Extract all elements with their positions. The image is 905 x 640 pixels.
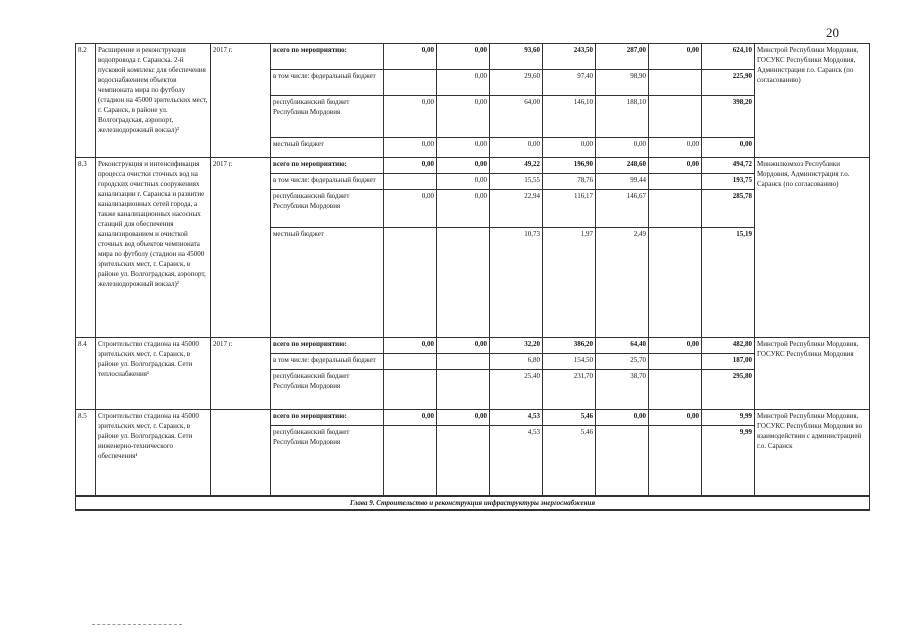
amount-value: 99,44: [596, 174, 649, 190]
item-year: 2017 г.: [211, 338, 271, 410]
amount-value: 243,50: [543, 44, 596, 70]
amount-value: [649, 174, 702, 190]
amount-value: 0,00: [384, 190, 437, 228]
budget-table: [75, 43, 870, 511]
amount-value: 0,00: [596, 410, 649, 426]
funding-source: местный бюджет: [271, 228, 384, 338]
amount-value: 0,00: [543, 138, 596, 158]
table-row: [76, 410, 870, 426]
amount-value: [649, 190, 702, 228]
amount-value: 0,00: [437, 190, 490, 228]
total-value: 0,00: [702, 138, 755, 158]
amount-value: 248,60: [596, 158, 649, 174]
footer-mark: [92, 621, 182, 625]
amount-value: 0,00: [649, 158, 702, 174]
amount-value: 1,97: [543, 228, 596, 338]
item-number: 8.2: [76, 44, 96, 158]
amount-value: 64,00: [490, 96, 543, 138]
amount-value: 64,40: [596, 338, 649, 354]
amount-value: 25,40: [490, 370, 543, 410]
amount-value: 32,20: [490, 338, 543, 354]
amount-value: 93,60: [490, 44, 543, 70]
amount-value: 146,67: [596, 190, 649, 228]
funding-source: всего по мероприятию:: [271, 338, 384, 354]
amount-value: 49,22: [490, 158, 543, 174]
table-row: [76, 158, 870, 174]
amount-value: 116,17: [543, 190, 596, 228]
amount-value: 0,00: [649, 338, 702, 354]
total-value: 193,75: [702, 174, 755, 190]
funding-source: республиканский бюджет Республики Мордовия: [271, 426, 384, 496]
amount-value: 4,53: [490, 410, 543, 426]
amount-value: 231,70: [543, 370, 596, 410]
amount-value: 0,00: [437, 96, 490, 138]
funding-source: в том числе: федеральный бюджет: [271, 354, 384, 370]
table-row: [76, 338, 870, 354]
table-body: [76, 44, 870, 510]
total-value: 187,00: [702, 354, 755, 370]
item-number: 8.4: [76, 338, 96, 410]
amount-value: 0,00: [384, 96, 437, 138]
amount-value: 5,46: [543, 410, 596, 426]
amount-value: [437, 370, 490, 410]
amount-value: 25,70: [596, 354, 649, 370]
amount-value: 0,00: [384, 338, 437, 354]
amount-value: 0,00: [437, 410, 490, 426]
funding-source: всего по мероприятию:: [271, 410, 384, 426]
item-number: 8.3: [76, 158, 96, 338]
amount-value: 22,94: [490, 190, 543, 228]
total-value: 295,80: [702, 370, 755, 410]
amount-value: 29,60: [490, 70, 543, 96]
amount-value: [384, 370, 437, 410]
total-value: 285,78: [702, 190, 755, 228]
amount-value: [384, 70, 437, 96]
amount-value: 0,00: [649, 44, 702, 70]
amount-value: 10,73: [490, 228, 543, 338]
total-value: 494,72: [702, 158, 755, 174]
amount-value: 0,00: [384, 158, 437, 174]
amount-value: 146,10: [543, 96, 596, 138]
item-year: 2017 г.: [211, 44, 271, 158]
amount-value: 0,00: [437, 338, 490, 354]
amount-value: 0,00: [649, 138, 702, 158]
amount-value: 78,76: [543, 174, 596, 190]
amount-value: [649, 96, 702, 138]
amount-value: 0,00: [437, 138, 490, 158]
amount-value: [649, 228, 702, 338]
amount-value: 188,10: [596, 96, 649, 138]
amount-value: 386,20: [543, 338, 596, 354]
amount-value: [437, 228, 490, 338]
responsible-party: Минстрой Республики Мордовия, ГОСУКС Республики Мордовия во взаимодействии с администрацией г.о. Саранск: [755, 410, 870, 496]
amount-value: 98,90: [596, 70, 649, 96]
amount-value: [649, 70, 702, 96]
item-name: Реконструкция и интенсификация процесса очистки сточных вод на городских очистных сооружениях канализации г. Саранска и развитие канализационных сетей города, а также канализационных насосных станций для обеспечения канализированием и очисткой сточных вод объектов чемпионата мира по футболу (стадион на 45000 зрительских мест, г. Саранск, в районе ул. Волгоградская, аэропорт, железнодорожный вокзал)²: [96, 158, 211, 338]
item-name: Расширение и реконструкция водопровода г. Саранска. 2-й пусковой комплекс для обеспечения водоснабжением объектов чемпионата мира по футболу (стадион на 45000 зрительских мест, г. Саранск, в районе ул. Волгоградская, аэропорт, железнодорожный вокзал)²: [96, 44, 211, 158]
funding-source: республиканский бюджет Республики Мордовия: [271, 190, 384, 228]
amount-value: 15,55: [490, 174, 543, 190]
amount-value: 0,00: [437, 158, 490, 174]
amount-value: [649, 426, 702, 496]
page-number: 20: [826, 25, 839, 40]
item-year: 2017 г.: [211, 158, 271, 338]
amount-value: 154,50: [543, 354, 596, 370]
funding-source: республиканский бюджет Республики Мордовия: [271, 96, 384, 138]
amount-value: 5,46: [543, 426, 596, 496]
amount-value: 4,53: [490, 426, 543, 496]
funding-source: республиканский бюджет Республики Мордовия: [271, 370, 384, 410]
total-value: 15,19: [702, 228, 755, 338]
funding-source: всего по мероприятию:: [271, 158, 384, 174]
amount-value: [384, 174, 437, 190]
amount-value: 0,00: [437, 70, 490, 96]
amount-value: [384, 354, 437, 370]
amount-value: 0,00: [384, 44, 437, 70]
funding-source: местный бюджет: [271, 138, 384, 158]
amount-value: 0,00: [384, 410, 437, 426]
amount-value: [437, 354, 490, 370]
total-value: 9,99: [702, 426, 755, 496]
responsible-party: Минстрой Республики Мордовия, ГОСУКС Республики Мордовия: [755, 338, 870, 410]
total-value: 225,90: [702, 70, 755, 96]
funding-source: всего по мероприятию:: [271, 44, 384, 70]
amount-value: 0,00: [384, 138, 437, 158]
amount-value: 0,00: [490, 138, 543, 158]
responsible-party: Минжилкомхоз Республики Мордовия, Администрация г.о. Саранск (по согласованию): [755, 158, 870, 338]
amount-value: [649, 370, 702, 410]
amount-value: 97,40: [543, 70, 596, 96]
chapter-row: [76, 496, 870, 510]
amount-value: [437, 426, 490, 496]
amount-value: [384, 426, 437, 496]
item-name: Строительство стадиона на 45000 зрительских мест, г. Саранск, в районе ул. Волгоградская. Сети инженерно-технического обеспечения¹: [96, 410, 211, 496]
amount-value: 196,90: [543, 158, 596, 174]
amount-value: [384, 228, 437, 338]
chapter-title: Глава 9. Строительство и реконструкция инфраструктуры энергоснабжения: [76, 496, 870, 510]
amount-value: 2,49: [596, 228, 649, 338]
amount-value: [649, 354, 702, 370]
amount-value: 38,70: [596, 370, 649, 410]
total-value: 398,20: [702, 96, 755, 138]
amount-value: 0,00: [649, 410, 702, 426]
amount-value: 0,00: [437, 44, 490, 70]
amount-value: 6,80: [490, 354, 543, 370]
item-name: Строительство стадиона на 45000 зрительских мест, г. Саранск, в районе ул. Волгоградская. Сети теплоснабжения¹: [96, 338, 211, 410]
total-value: 624,10: [702, 44, 755, 70]
funding-source: в том числе: федеральный бюджет: [271, 70, 384, 96]
table-row: [76, 44, 870, 70]
funding-source: в том числе: федеральный бюджет: [271, 174, 384, 190]
amount-value: 287,00: [596, 44, 649, 70]
total-value: 9,99: [702, 410, 755, 426]
amount-value: 0,00: [437, 174, 490, 190]
responsible-party: Минстрой Республики Мордовия, ГОСУКС Республики Мордовия, Администрация г.о. Саранск (по согласованию): [755, 44, 870, 158]
item-number: 8.5: [76, 410, 96, 496]
total-value: 482,80: [702, 338, 755, 354]
amount-value: [596, 426, 649, 496]
item-year: [211, 410, 271, 496]
amount-value: 0,00: [596, 138, 649, 158]
